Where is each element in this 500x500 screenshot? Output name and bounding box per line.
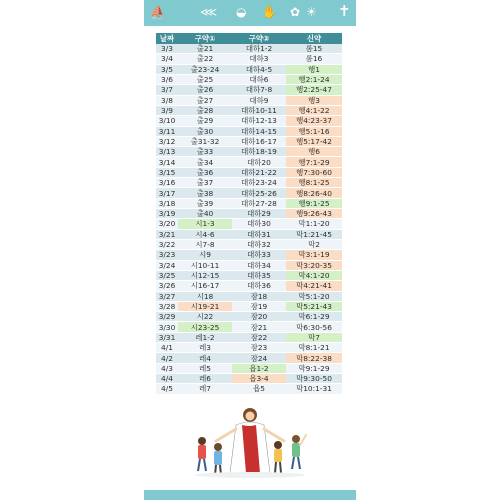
date-cell: 3/4 [156, 54, 178, 64]
table-row [156, 363, 342, 373]
old-testament-2-cell: 대하29 [232, 209, 286, 219]
table-row [156, 312, 342, 322]
new-testament-cell: 행9:26-43 [286, 209, 342, 219]
old-testament-2-cell: 대하20 [232, 157, 286, 167]
header-date: 날짜 [156, 33, 178, 44]
table-row [156, 74, 342, 84]
old-testament-1-cell: 출23-24 [178, 64, 232, 74]
old-testament-1-cell: 출26 [178, 85, 232, 95]
date-cell: 3/9 [156, 105, 178, 115]
date-cell: 3/29 [156, 312, 178, 322]
old-testament-1-cell: 출34 [178, 157, 232, 167]
old-testament-1-cell: 출31-32 [178, 136, 232, 146]
old-testament-2-cell: 대하25-26 [232, 188, 286, 198]
table-row [156, 270, 342, 280]
date-cell: 4/2 [156, 353, 178, 363]
decorative-bottom-band [144, 490, 356, 500]
new-testament-cell: 행7:30-60 [286, 167, 342, 177]
old-testament-1-cell: 출29 [178, 116, 232, 126]
old-testament-1-cell: 출25 [178, 74, 232, 84]
old-testament-2-cell: 잠23 [232, 343, 286, 353]
old-testament-2-cell: 욥5 [232, 384, 286, 394]
old-testament-1-cell: 시23-25 [178, 322, 232, 332]
new-testament-cell: 행4:1-22 [286, 105, 342, 115]
date-cell: 3/3 [156, 44, 178, 54]
date-cell: 3/13 [156, 147, 178, 157]
table-row [156, 260, 342, 270]
old-testament-2-cell: 대하33 [232, 250, 286, 260]
sun-icon: ☀ [306, 5, 317, 19]
date-cell: 3/14 [156, 157, 178, 167]
date-cell: 3/27 [156, 291, 178, 301]
new-testament-cell: 롬16 [286, 54, 342, 64]
new-testament-cell: 행1 [286, 64, 342, 74]
date-cell: 3/20 [156, 219, 178, 229]
table-row [156, 384, 342, 394]
old-testament-1-cell: 출28 [178, 105, 232, 115]
old-testament-1-cell: 레4 [178, 353, 232, 363]
new-testament-cell: 막1:1-20 [286, 219, 342, 229]
new-testament-cell: 막2 [286, 239, 342, 249]
old-testament-2-cell: 대하1-2 [232, 44, 286, 54]
old-testament-2-cell: 잠20 [232, 312, 286, 322]
old-testament-1-cell: 출21 [178, 44, 232, 54]
new-testament-cell: 막8:1-21 [286, 343, 342, 353]
date-cell: 3/16 [156, 178, 178, 188]
table-row [156, 198, 342, 208]
table-row [156, 332, 342, 342]
old-testament-2-cell: 대하6 [232, 74, 286, 84]
new-testament-cell: 막3:1-19 [286, 250, 342, 260]
old-testament-1-cell: 시19-21 [178, 301, 232, 311]
date-cell: 4/5 [156, 384, 178, 394]
old-testament-2-cell: 대하14-15 [232, 126, 286, 136]
new-testament-cell: 막6:1-29 [286, 312, 342, 322]
date-cell: 3/24 [156, 260, 178, 270]
new-testament-cell: 막8:22-38 [286, 353, 342, 363]
old-testament-2-cell: 욥3-4 [232, 374, 286, 384]
old-testament-1-cell: 시9 [178, 250, 232, 260]
table-row [156, 250, 342, 260]
old-testament-2-cell: 대하23-24 [232, 178, 286, 188]
new-testament-cell: 행8:26-40 [286, 188, 342, 198]
new-testament-cell: 행2:1-24 [286, 74, 342, 84]
table-header-row [156, 33, 342, 44]
old-testament-2-cell: 대하34 [232, 260, 286, 270]
table-row [156, 126, 342, 136]
new-testament-cell: 막5:21-43 [286, 301, 342, 311]
table-row [156, 239, 342, 249]
old-testament-1-cell: 출22 [178, 54, 232, 64]
table-row [156, 85, 342, 95]
table-row [156, 374, 342, 384]
old-testament-1-cell: 출39 [178, 198, 232, 208]
table-row [156, 322, 342, 332]
old-testament-1-cell: 시22 [178, 312, 232, 322]
table-row [156, 301, 342, 311]
date-cell: 3/11 [156, 126, 178, 136]
table-row [156, 105, 342, 115]
table-row [156, 229, 342, 239]
old-testament-2-cell: 대하9 [232, 95, 286, 105]
old-testament-2-cell: 잠18 [232, 291, 286, 301]
table-row [156, 64, 342, 74]
old-testament-1-cell: 시1-3 [178, 219, 232, 229]
date-cell: 3/19 [156, 209, 178, 219]
old-testament-2-cell: 대하32 [232, 239, 286, 249]
date-cell: 3/10 [156, 116, 178, 126]
old-testament-2-cell: 대하10-11 [232, 105, 286, 115]
old-testament-2-cell: 대하35 [232, 270, 286, 280]
old-testament-2-cell: 대하30 [232, 219, 286, 229]
hands-icon: ✋ [262, 5, 277, 19]
old-testament-1-cell: 레3 [178, 343, 232, 353]
table-row [156, 219, 342, 229]
date-cell: 3/17 [156, 188, 178, 198]
new-testament-cell: 막6:30-56 [286, 322, 342, 332]
new-testament-cell: 막3:20-35 [286, 260, 342, 270]
date-cell: 3/23 [156, 250, 178, 260]
old-testament-1-cell: 시16-17 [178, 281, 232, 291]
date-cell: 3/18 [156, 198, 178, 208]
old-testament-2-cell: 잠21 [232, 322, 286, 332]
reading-plan-card [144, 0, 356, 500]
old-testament-2-cell: 대하7-8 [232, 85, 286, 95]
old-testament-1-cell: 레7 [178, 384, 232, 394]
table-row [156, 157, 342, 167]
new-testament-cell: 막9:1-29 [286, 363, 342, 373]
date-cell: 3/7 [156, 85, 178, 95]
date-cell: 3/5 [156, 64, 178, 74]
old-testament-2-cell: 대하31 [232, 229, 286, 239]
old-testament-2-cell: 잠19 [232, 301, 286, 311]
new-testament-cell: 행3 [286, 95, 342, 105]
old-testament-1-cell: 시4-6 [178, 229, 232, 239]
date-cell: 3/30 [156, 322, 178, 332]
fish-icon: ⋘ [200, 5, 218, 19]
new-testament-cell: 행5:1-16 [286, 126, 342, 136]
decorative-top-band [144, 0, 356, 26]
old-testament-1-cell: 출38 [178, 188, 232, 198]
cross-icon: ✝ [338, 2, 351, 20]
date-cell: 3/8 [156, 95, 178, 105]
old-testament-1-cell: 시12-15 [178, 270, 232, 280]
date-cell: 3/6 [156, 74, 178, 84]
table-row [156, 167, 342, 177]
old-testament-2-cell: 잠22 [232, 332, 286, 342]
date-cell: 3/15 [156, 167, 178, 177]
date-cell: 3/25 [156, 270, 178, 280]
date-cell: 3/12 [156, 136, 178, 146]
old-testament-2-cell: 대하27-28 [232, 198, 286, 208]
table-row [156, 188, 342, 198]
date-cell: 4/4 [156, 374, 178, 384]
old-testament-2-cell: 대하12-13 [232, 116, 286, 126]
old-testament-1-cell: 레1-2 [178, 332, 232, 342]
old-testament-1-cell: 출27 [178, 95, 232, 105]
date-cell: 3/31 [156, 332, 178, 342]
table-body [156, 44, 342, 394]
new-testament-cell: 막7 [286, 332, 342, 342]
old-testament-1-cell: 출36 [178, 167, 232, 177]
old-testament-2-cell: 대하4-5 [232, 64, 286, 74]
date-cell: 3/26 [156, 281, 178, 291]
table-row [156, 44, 342, 54]
header-old-testament-2: 구약② [232, 33, 286, 44]
boat-icon: ⛵ [150, 5, 165, 19]
old-testament-2-cell: 잠24 [232, 353, 286, 363]
table-row [156, 343, 342, 353]
date-cell: 4/3 [156, 363, 178, 373]
flower-icon: ✿ [290, 5, 301, 19]
new-testament-cell: 행9:1-25 [286, 198, 342, 208]
table-row [156, 116, 342, 126]
old-testament-1-cell: 출30 [178, 126, 232, 136]
old-testament-1-cell: 출33 [178, 147, 232, 157]
new-testament-cell: 행7:1-29 [286, 157, 342, 167]
table-row [156, 147, 342, 157]
new-testament-cell: 막9:30-50 [286, 374, 342, 384]
old-testament-1-cell: 출37 [178, 178, 232, 188]
old-testament-2-cell: 대하18-19 [232, 147, 286, 157]
old-testament-2-cell: 대하21-22 [232, 167, 286, 177]
new-testament-cell: 막4:21-41 [286, 281, 342, 291]
old-testament-2-cell: 욥1-2 [232, 363, 286, 373]
bread-icon: ◒ [236, 5, 247, 19]
table-row [156, 54, 342, 64]
new-testament-cell: 행2:25-47 [286, 85, 342, 95]
old-testament-1-cell: 출40 [178, 209, 232, 219]
old-testament-1-cell: 레6 [178, 374, 232, 384]
old-testament-1-cell: 시7-8 [178, 239, 232, 249]
old-testament-2-cell: 대하36 [232, 281, 286, 291]
table-row [156, 136, 342, 146]
new-testament-cell: 막1:21-45 [286, 229, 342, 239]
old-testament-1-cell: 레5 [178, 363, 232, 373]
old-testament-1-cell: 시18 [178, 291, 232, 301]
new-testament-cell: 막10:1-31 [286, 384, 342, 394]
table-row [156, 353, 342, 363]
header-old-testament-1: 구약① [178, 33, 232, 44]
table-row [156, 291, 342, 301]
old-testament-2-cell: 대하16-17 [232, 136, 286, 146]
new-testament-cell: 막5:1-20 [286, 291, 342, 301]
header-new-testament: 신약 [286, 33, 342, 44]
jesus-with-children-illustration [190, 405, 310, 480]
date-cell: 3/22 [156, 239, 178, 249]
date-cell: 3/28 [156, 301, 178, 311]
new-testament-cell: 행4:23-37 [286, 116, 342, 126]
table-row [156, 281, 342, 291]
new-testament-cell: 행6 [286, 147, 342, 157]
new-testament-cell: 롬15 [286, 44, 342, 54]
date-cell: 3/21 [156, 229, 178, 239]
old-testament-2-cell: 대하3 [232, 54, 286, 64]
table-row [156, 95, 342, 105]
new-testament-cell: 행5:17-42 [286, 136, 342, 146]
new-testament-cell: 막4:1-20 [286, 270, 342, 280]
bible-reading-table [156, 33, 342, 395]
table-row [156, 178, 342, 188]
new-testament-cell: 행8:1-25 [286, 178, 342, 188]
date-cell: 4/1 [156, 343, 178, 353]
table-row [156, 209, 342, 219]
old-testament-1-cell: 시10-11 [178, 260, 232, 270]
